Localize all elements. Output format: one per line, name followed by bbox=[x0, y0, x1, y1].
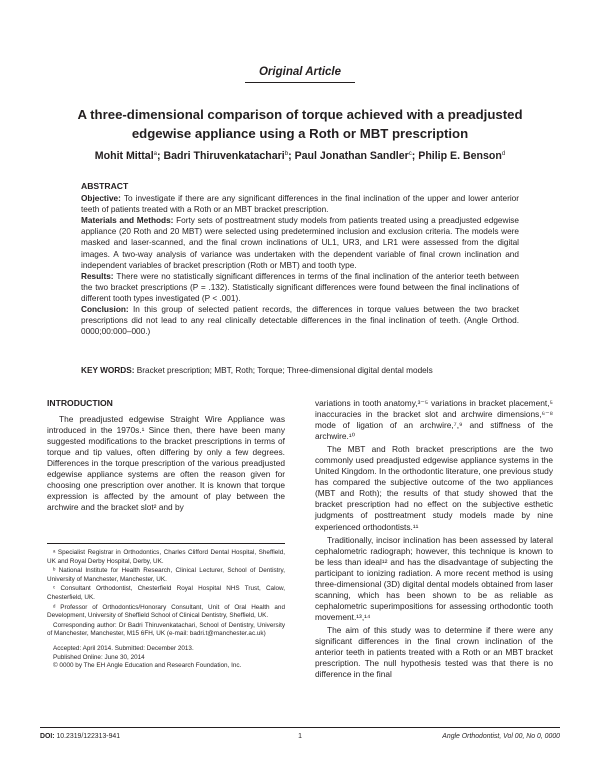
footer-divider bbox=[40, 727, 560, 728]
abstract-results-label: Results: bbox=[81, 271, 114, 281]
author-name: ; Paul Jonathan Sandler bbox=[288, 150, 409, 162]
introduction-paragraph: The MBT and Roth bracket prescriptions are the two commonly used preadjusted edgewise appliance systems in the United Kingdom. In the orthodontic literature, one previous study has compared the subjective outcome of the two appliances (MBT and Roth); the results of that study showed that the bracket prescription had no effect on the subjective esthetic judgments of posttreatment study models made by nine experienced orthodontists.¹¹ bbox=[315, 444, 553, 532]
copyright: © 0000 by The EH Angle Education and Research Foundation, Inc. bbox=[53, 662, 242, 670]
abstract-results-text: There were no statistically significant differences in terms of the final inclination of the anterior teeth between the two bracket prescriptions (P = .132). Statistically significant differences were found between the final inclinations of different tooth types investigated (P < .001). bbox=[81, 271, 519, 303]
footnote-corresponding-author: Corresponding author: Dr Badri Thiruvenkatachari, School of Dentistry, University of Manchester, Manchester, M15 6FH, UK (e-mail: badri.t@manchester.ac.uk) bbox=[47, 621, 285, 638]
abstract bbox=[81, 181, 519, 337]
article-title bbox=[40, 106, 560, 143]
author-list bbox=[40, 150, 560, 162]
left-column bbox=[47, 398, 285, 513]
author-affiliation-mark: b bbox=[284, 151, 289, 157]
introduction-paragraph: variations in tooth anatomy,³⁻⁵ variations in bracket placement,⁵ inaccuracies in the bracket slot and archwire dimensions,⁶⁻⁸ mode of ligation of an archwire,⁷,⁹ and stiffness of the archwire.¹⁰ bbox=[315, 398, 553, 442]
title-line-1: A three-dimensional comparison of torque achieved with a preadjusted bbox=[77, 107, 523, 122]
footnote-affiliation-a: ᵃ Specialist Registrar in Orthodontics, Charles Clifford Dental Hospital, Sheffield, UK and Royal Derby Hospital, Derby, UK. bbox=[47, 549, 285, 565]
article-type-underline bbox=[245, 82, 355, 83]
author-name: ; Philip E. Benson bbox=[411, 150, 502, 162]
footnote-affiliation-c: ᶜ Consultant Orthodontist, Chesterfield Royal Hospital NHS Trust, Calow, Chesterfield, UK. bbox=[47, 585, 285, 601]
abstract-results bbox=[81, 271, 519, 304]
author-affiliation-mark: c bbox=[408, 151, 412, 157]
footnotes bbox=[47, 549, 285, 671]
author-affiliation-mark: d bbox=[501, 151, 506, 157]
abstract-conclusion-label: Conclusion: bbox=[81, 305, 129, 315]
abstract-methods-text: Forty sets of posttreatment study models from patients treated using a preadjusted edgewise appliance (20 Roth and 20 MBT) were selected using predetermined inclusion and exclusion criteria. The models were masked and laser-scanned, and the final crown inclinations of UL1, UR3, and LR1 were assessed from the digital images. A two-way analysis of variance was undertaken with the dependent variable of final crown inclination and independent variables of bracket prescription (Roth or MBT) and tooth type. bbox=[81, 216, 519, 270]
keywords-label: KEY WORDS: bbox=[81, 366, 135, 375]
article-type: Original Article bbox=[258, 66, 341, 78]
introduction-heading: INTRODUCTION bbox=[47, 398, 113, 408]
author-name: ; Badri Thiruvenkatachari bbox=[156, 150, 285, 162]
page-number: 1 bbox=[298, 733, 302, 740]
abstract-objective-label: Objective: bbox=[81, 194, 121, 204]
abstract-heading: ABSTRACT bbox=[81, 181, 129, 191]
abstract-conclusion-text: In this group of selected patient records, the differences in torque values between the two bracket prescriptions did not lead to any real clinically detectable differences in the final inclination of teeth. (Angle Orthod. 0000;00:000–000.) bbox=[81, 305, 519, 337]
introduction-paragraph: Traditionally, incisor inclination has been assessed by lateral cephalometric radiograph; however, this technique is known to be less than ideal¹² and has the disadvantage of subjecting the participant to ionizing radiation. A more recent method is using three-dimensional (3D) digital dental models obtained from laser scanning, which has been shown to be as reliable as cephalometric superimpositions for assessing orthodontic tooth movement.¹³,¹⁴ bbox=[315, 534, 553, 622]
footnote-divider bbox=[47, 543, 285, 544]
published-date: Published Online: June 30, 2014 bbox=[53, 653, 145, 661]
doi-label: DOI: bbox=[40, 733, 55, 740]
abstract-methods bbox=[81, 215, 519, 270]
abstract-objective-text: To investigate if there are any significant differences in the final inclination of the upper and lower anterior teeth of patients treated with a Roth or an MBT bracket prescription. bbox=[81, 194, 519, 215]
author-affiliation-mark: a bbox=[153, 151, 157, 157]
right-column bbox=[315, 398, 553, 680]
footnote-affiliation-d: ᵈ Professor of Orthodontics/Honorary Consultant, Unit of Oral Health and Development, University of Sheffield School of Clinical Dentistry, Sheffield, UK. bbox=[47, 603, 285, 620]
journal-citation: Angle Orthodontist, Vol 00, No 0, 0000 bbox=[442, 733, 560, 740]
title-line-2: edgewise appliance using a Roth or MBT prescription bbox=[131, 125, 469, 141]
keywords-text: Bracket prescription; MBT, Roth; Torque; Three-dimensional digital dental models bbox=[136, 366, 433, 375]
abstract-objective bbox=[81, 193, 519, 215]
introduction-paragraph: The aim of this study was to determine if there were any significant differences in the final crown inclination of the anterior teeth in patients treated with a Roth or an MBT bracket prescription. The null hypothesis tested was that there is no difference in the final bbox=[315, 624, 553, 680]
keywords bbox=[81, 365, 521, 376]
doi-value: 10.2319/122313-941 bbox=[56, 733, 121, 740]
publication-history bbox=[47, 645, 285, 671]
footnote-affiliation-b: ᵇ National Institute for Health Research, Clinical Lecturer, School of Dentistry, University of Manchester, Manchester, UK. bbox=[47, 567, 285, 583]
accepted-date: Accepted: April 2014. Submitted: December 2013. bbox=[53, 644, 194, 652]
author-name: Mohit Mittal bbox=[94, 150, 154, 162]
abstract-conclusion bbox=[81, 304, 519, 337]
introduction-paragraph: The preadjusted edgewise Straight Wire Appliance was introduced in the 1970s.¹ Since then, there have been many suggested modifications to the bracket prescriptions in terms of torque and tip values, often differing by only a few degrees. Differences in the torque prescription of the various preadjusted edgewise appliance systems are often the reason given for choosing one prescription over another. It is known that torque expression is affected by the amount of play between the archwire and the bracket slot² and by bbox=[47, 414, 285, 513]
page-footer bbox=[40, 733, 560, 743]
abstract-methods-label: Materials and Methods: bbox=[81, 216, 174, 226]
